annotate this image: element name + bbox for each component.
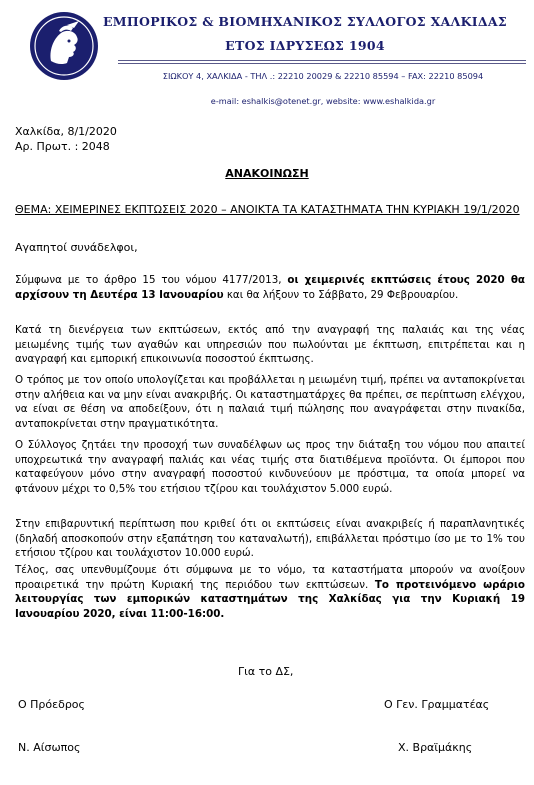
document-heading: ΑΝΑΚΟΙΝΩΣΗ [225,167,309,180]
email-line: e-mail: eshalkis@otenet.gr, website: www.eshalkida.gr [210,96,436,106]
protocol-number: Αρ. Πρωτ. : 2048 [15,140,110,153]
place-date: Χαλκίδα, 8/1/2020 [15,125,117,138]
paragraph-text: Τέλος, σας υπενθυμίζουμε ότι σύμφωνα με το νόμο, τα καταστήματα μπορούν να ανοίξουν προαιρετικά την πρώτη Κυριακή της περιόδου των εκπτώσεων. [15,564,525,591]
greeting: Αγαπητοί συνάδελφοι, [15,241,138,254]
for-board: Για το ΔΣ, [238,665,294,678]
secretary-name: Χ. Βραϊμάκης [398,741,473,754]
paragraph-text: και θα λήξουν το Σάββατο, 29 Φεβρουαρίου. [223,288,459,301]
header-divider [118,63,526,64]
document-subject: ΘΕΜΑ: ΧΕΙΜΕΡΙΝΕΣ ΕΚΠΤΩΣΕΙΣ 2020 – ΑΝΟΙΚΤΑ ΤΑ ΚΑΤΑΣΤΗΜΑΤΑ ΤΗΝ ΚΥΡΙΑΚΗ 19/1/2020 [15,203,520,216]
paragraph-warning: Ο Σύλλογος ζητάει την προσοχή των συναδέλφων ως προς την διάταξη του νόμου που απαιτεί υποχρεωτικά την αναγραφή παλιάς και νέας τιμής στα διατιθέμενα προϊόντα. Οι έμποροι που καταφεύγουν μόνο στην αναγραφή ποσοστού κινδυνεύουν με πρόστιμα, τα οποία μπορεί να φτάνουν μέχρι το 0,5% του ετήσιου τζίρου και τουλάχιστον 5.000 ευρώ. [15,439,525,495]
president-title: Ο Πρόεδρος [18,698,85,711]
address-line: ΣΙΩΚΟΥ 4, ΧΑΛΚΙΔΑ - ΤΗΛ .: 22210 20029 & 22210 85594 – FAX: 22210 85094 [162,71,484,81]
paragraph-accuracy: Ο τρόπος με τον οποίο υπολογίζεται και προβάλλεται η μειωμένη τιμή, πρέπει να ανταποκρίνεται στην αλήθεια και να μην είναι ανακριβής. Οι καταστηματάρχες θα πρέπει, σε περίπτωση ελέγχου, να είναι σε θέση να αποδείξουν, ότι η παλαιά τιμή πώλησης που αναγράφεται στην πινακίδα, ανταποκρίνεται στην πραγματικότητα. [15,374,525,430]
org-name: ΕΜΠΟΡΙΚΟΣ & ΒΙΟΜΗΧΑΝΙΚΟΣ ΣΥΛΛΟΓΟΣ ΧΑΛΚΙΔΑΣ [102,14,508,29]
paragraph-dates [15,273,525,302]
bold-dates-text: οι χειμερινές εκπτώσεις έτους 2020 θα αρχίσουν τη Δευτέρα 13 Ιανουαρίου [15,274,525,301]
paragraph-sunday [15,563,525,621]
paragraph-penalty: Στην επιβαρυντική περίπτωση που κριθεί ότι οι εκπτώσεις είναι ανακριβείς ή παραπλανητικές (δηλαδή αποσκοπούν στην εξαπάτηση του καταναλωτή), επιβάλλεται πρόστιμο ίσο με το 1% του ετήσιου τζίρου και τουλάχιστον 10.000 ευρώ. [15,518,525,560]
paragraph-text: Σύμφωνα με το άρθρο 15 του νόμου 4177/2013, [15,274,288,286]
hermes-head-logo [29,11,99,81]
bold-hours-text: Το προτεινόμενο ωράριο λειτουργίας των εμπορικών καταστημάτων της Χαλκίδας για την Κυριακή 19 Ιανουαρίου 2020, είναι 11:00-16:00. [15,578,525,620]
establishment-year: ΕΤΟΣ ΙΔΡΥΣΕΩΣ 1904 [225,38,385,53]
paragraph-pricing: Κατά τη διενέργεια των εκπτώσεων, εκτός από την αναγραφή της παλαιάς και της νέας μειωμένης τιμής των αγαθών και υπηρεσιών που πωλούνται με έκπτωση, επιτρέπεται και η αναγραφή και εμπορική επικοινωνία ποσοστού έκπτωσης. [15,324,525,366]
president-name: Ν. Αίσωπος [18,741,81,754]
header-divider [118,60,526,61]
secretary-title: Ο Γεν. Γραμματέας [384,698,490,711]
